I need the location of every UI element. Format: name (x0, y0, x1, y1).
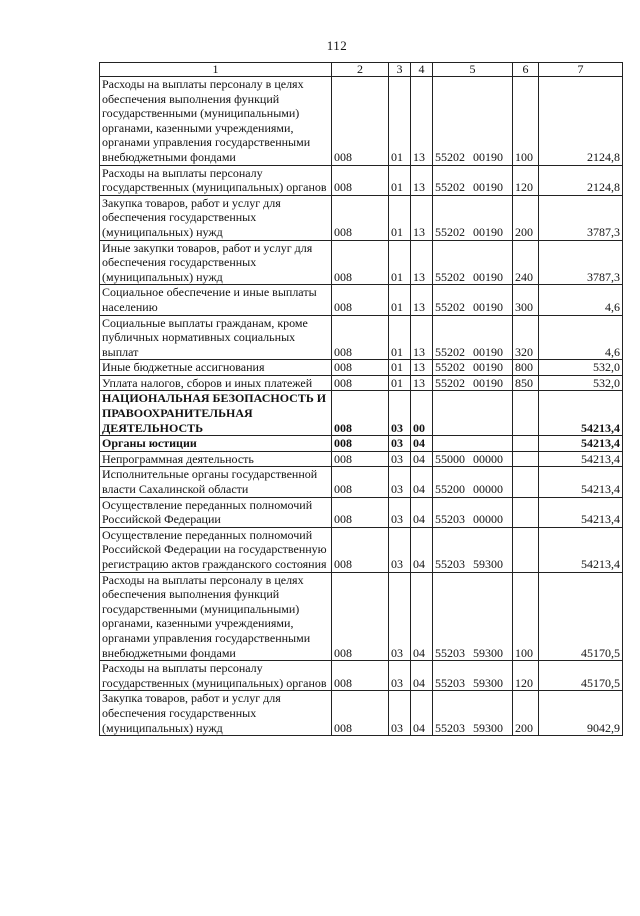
row-target-article: 55203 00000 (433, 497, 513, 527)
row-section: 03 (389, 497, 411, 527)
row-target-article: 55203 59300 (433, 661, 513, 691)
row-expense-type: 100 (513, 77, 539, 166)
row-code: 008 (332, 451, 389, 467)
row-name: Расходы на выплаты персоналу государственных (муниципальных) органов (100, 165, 332, 195)
row-amount: 54213,4 (539, 436, 623, 452)
table-row (100, 661, 623, 691)
row-expense-type: 300 (513, 285, 539, 315)
row-subsection: 13 (411, 77, 433, 166)
page-number: 112 (326, 38, 348, 53)
row-subsection: 04 (411, 451, 433, 467)
row-section: 01 (389, 195, 411, 240)
row-code: 008 (332, 240, 389, 285)
row-expense-type: 850 (513, 375, 539, 391)
row-name: Осуществление переданных полномочий Российской Федерации на государственную регистрацию актов гражданского состояния (100, 527, 332, 572)
row-section: 01 (389, 360, 411, 376)
row-subsection: 13 (411, 195, 433, 240)
row-subsection: 00 (411, 391, 433, 436)
row-amount: 54213,4 (539, 467, 623, 497)
row-name: Иные бюджетные ассигнования (100, 360, 332, 376)
row-expense-type: 120 (513, 661, 539, 691)
row-section: 03 (389, 661, 411, 691)
row-subsection: 13 (411, 315, 433, 360)
row-name: Исполнительные органы государственной власти Сахалинской области (100, 467, 332, 497)
row-amount: 3787,3 (539, 240, 623, 285)
header-row (100, 63, 623, 77)
row-target-article (433, 391, 513, 436)
row-amount: 54213,4 (539, 391, 623, 436)
row-expense-type: 200 (513, 195, 539, 240)
row-code: 008 (332, 661, 389, 691)
table-row (100, 691, 623, 736)
row-name: Непрограммная деятельность (100, 451, 332, 467)
row-target-article: 55000 00000 (433, 451, 513, 467)
row-expense-type (513, 391, 539, 436)
row-expense-type: 320 (513, 315, 539, 360)
row-subsection: 13 (411, 285, 433, 315)
row-subsection: 13 (411, 375, 433, 391)
row-code: 008 (332, 360, 389, 376)
row-expense-type: 800 (513, 360, 539, 376)
row-code: 008 (332, 527, 389, 572)
row-target-article: 55203 59300 (433, 691, 513, 736)
row-expense-type (513, 497, 539, 527)
row-subsection: 13 (411, 360, 433, 376)
row-subsection: 13 (411, 165, 433, 195)
table-row (100, 467, 623, 497)
row-code: 008 (332, 195, 389, 240)
table-row (100, 165, 623, 195)
row-section: 01 (389, 77, 411, 166)
row-code: 008 (332, 77, 389, 166)
row-section: 01 (389, 375, 411, 391)
row-code: 008 (332, 285, 389, 315)
table-row (100, 360, 623, 376)
row-code: 008 (332, 391, 389, 436)
row-target-article: 55202 00190 (433, 240, 513, 285)
row-target-article: 55203 59300 (433, 572, 513, 661)
row-expense-type: 240 (513, 240, 539, 285)
row-name: Уплата налогов, сборов и иных платежей (100, 375, 332, 391)
row-name: Социальные выплаты гражданам, кроме публичных нормативных социальных выплат (100, 315, 332, 360)
row-name: Расходы на выплаты персоналу государственных (муниципальных) органов (100, 661, 332, 691)
row-subsection: 04 (411, 527, 433, 572)
row-target-article: 55202 00190 (433, 285, 513, 315)
row-section: 03 (389, 436, 411, 452)
row-expense-type (513, 467, 539, 497)
row-code: 008 (332, 165, 389, 195)
row-name: Социальное обеспечение и иные выплаты населению (100, 285, 332, 315)
row-name: Закупка товаров, работ и услуг для обеспечения государственных (муниципальных) нужд (100, 691, 332, 736)
row-section: 03 (389, 391, 411, 436)
row-amount: 54213,4 (539, 497, 623, 527)
row-code: 008 (332, 691, 389, 736)
header-col-6: 6 (513, 63, 539, 77)
header-col-2: 2 (332, 63, 389, 77)
row-subsection: 04 (411, 467, 433, 497)
header-col-4: 4 (411, 63, 433, 77)
row-amount: 45170,5 (539, 572, 623, 661)
row-section: 01 (389, 285, 411, 315)
row-code: 008 (332, 375, 389, 391)
row-subsection: 04 (411, 436, 433, 452)
table-row (100, 497, 623, 527)
row-amount: 2124,8 (539, 77, 623, 166)
row-amount: 532,0 (539, 375, 623, 391)
row-amount: 54213,4 (539, 527, 623, 572)
table-row (100, 195, 623, 240)
table-row (100, 391, 623, 436)
row-subsection: 13 (411, 240, 433, 285)
row-expense-type (513, 436, 539, 452)
row-name: Закупка товаров, работ и услуг для обеспечения государственных (муниципальных) нужд (100, 195, 332, 240)
row-section: 03 (389, 527, 411, 572)
row-amount: 4,6 (539, 285, 623, 315)
row-target-article (433, 436, 513, 452)
row-target-article: 55202 00190 (433, 77, 513, 166)
row-name: Органы юстиции (100, 436, 332, 452)
row-amount: 4,6 (539, 315, 623, 360)
row-subsection: 04 (411, 497, 433, 527)
row-expense-type: 200 (513, 691, 539, 736)
row-code: 008 (332, 572, 389, 661)
row-expense-type: 100 (513, 572, 539, 661)
row-section: 01 (389, 315, 411, 360)
row-name: Расходы на выплаты персоналу в целях обеспечения выполнения функций государственными (муниципальными) органами, казенными учреждениями, органами управления государственными внебюджетными фондами (100, 77, 332, 166)
table-row (100, 285, 623, 315)
table-body (100, 77, 623, 736)
row-code: 008 (332, 467, 389, 497)
row-name: НАЦИОНАЛЬНАЯ БЕЗОПАСНОСТЬ И ПРАВООХРАНИТЕЛЬНАЯ ДЕЯТЕЛЬНОСТЬ (100, 391, 332, 436)
row-subsection: 04 (411, 572, 433, 661)
table-row (100, 527, 623, 572)
row-name: Иные закупки товаров, работ и услуг для обеспечения государственных (муниципальных) нужд (100, 240, 332, 285)
row-subsection: 04 (411, 691, 433, 736)
table-row (100, 451, 623, 467)
row-target-article: 55202 00190 (433, 165, 513, 195)
row-target-article: 55203 59300 (433, 527, 513, 572)
header-col-5: 5 (433, 63, 513, 77)
row-target-article: 55202 00190 (433, 375, 513, 391)
table-row (100, 240, 623, 285)
row-expense-type (513, 451, 539, 467)
row-target-article: 55202 00190 (433, 360, 513, 376)
row-code: 008 (332, 315, 389, 360)
row-amount: 532,0 (539, 360, 623, 376)
row-section: 01 (389, 240, 411, 285)
row-section: 03 (389, 691, 411, 736)
header-col-1: 1 (100, 63, 332, 77)
table-row (100, 436, 623, 452)
header-col-7: 7 (539, 63, 623, 77)
row-subsection: 04 (411, 661, 433, 691)
table-row (100, 77, 623, 166)
row-section: 01 (389, 165, 411, 195)
row-amount: 3787,3 (539, 195, 623, 240)
table-row (100, 572, 623, 661)
row-amount: 2124,8 (539, 165, 623, 195)
row-amount: 54213,4 (539, 451, 623, 467)
row-amount: 45170,5 (539, 661, 623, 691)
row-target-article: 55202 00190 (433, 195, 513, 240)
row-code: 008 (332, 436, 389, 452)
table-row (100, 375, 623, 391)
row-section: 03 (389, 467, 411, 497)
row-amount: 9042,9 (539, 691, 623, 736)
header-col-3: 3 (389, 63, 411, 77)
budget-table (99, 62, 623, 736)
row-target-article: 55202 00190 (433, 315, 513, 360)
row-name: Осуществление переданных полномочий Российской Федерации (100, 497, 332, 527)
row-name: Расходы на выплаты персоналу в целях обеспечения выполнения функций государственными (муниципальными) органами, казенными учреждениями, органами управления государственными внебюджетными фондами (100, 572, 332, 661)
row-target-article: 55200 00000 (433, 467, 513, 497)
row-expense-type: 120 (513, 165, 539, 195)
row-code: 008 (332, 497, 389, 527)
row-section: 03 (389, 451, 411, 467)
table-row (100, 315, 623, 360)
row-expense-type (513, 527, 539, 572)
row-section: 03 (389, 572, 411, 661)
